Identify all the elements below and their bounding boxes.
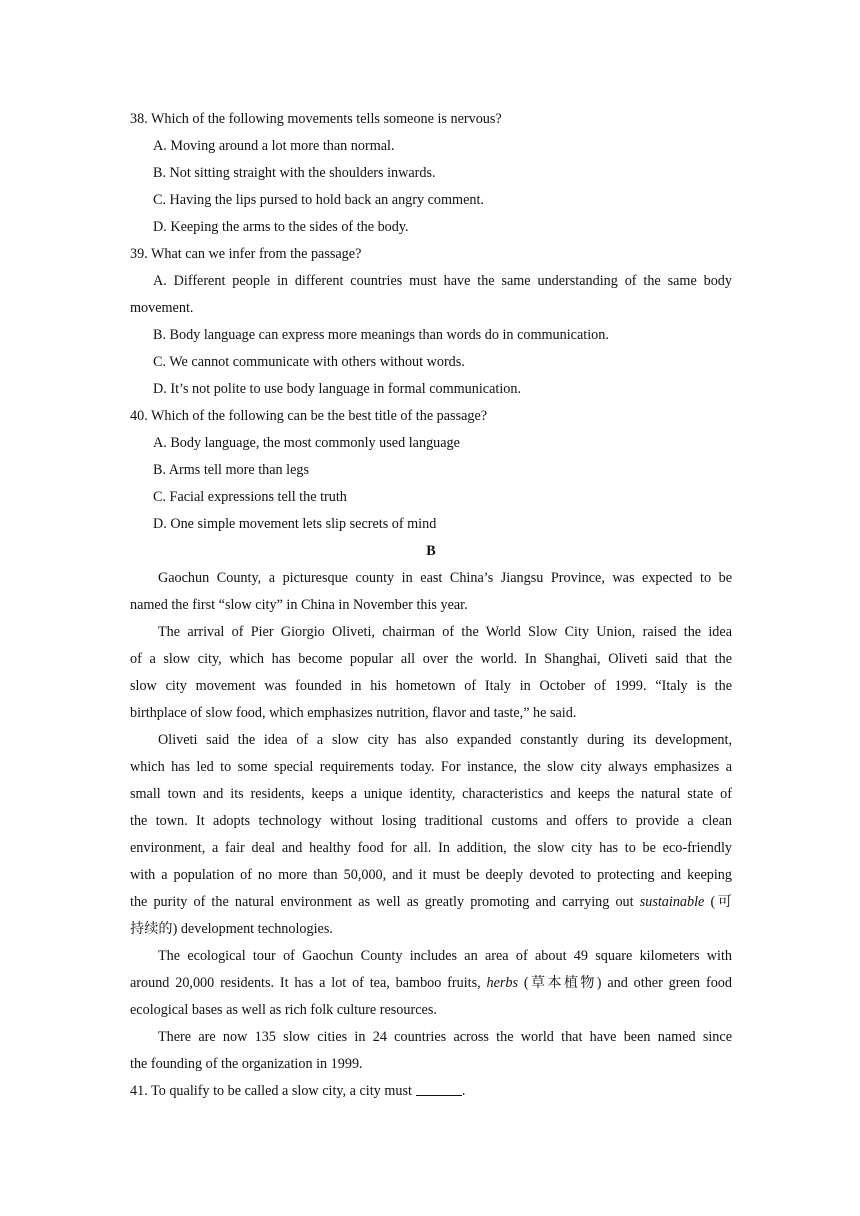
paragraph-3-line-1: Oliveti said the idea of a slow city has also expanded constantly during its development, [158,732,732,748]
question-38-option-c: C. Having the lips pursed to hold back an angry comment. [153,192,484,208]
question-40-option-b: B. Arms tell more than legs [153,462,310,478]
paragraph-4-line-2-gloss: (草本植物) and other green food [518,975,732,991]
paragraph-3-line-7-text: the purity of the natural environment as well as greatly promoting and carrying out [130,894,640,910]
question-41-tail: . [461,1083,466,1099]
paragraph-3-line-5: environment, a fair deal and healthy food for all. In addition, the slow city has to be eco-friendly [130,840,732,856]
paragraph-3-line-3: small town and its residents, keeps a unique identity, characteristics and keeps the natural state of [130,786,732,802]
paragraph-2-line-2: of a slow city, which has become popular all over the world. In Shanghai, Oliveti said that the [130,651,732,667]
paragraph-3-line-8: 持续的) development technologies. [130,921,333,937]
paragraph-3-line-7 [130,889,732,916]
question-39-stem: 39. What can we infer from the passage? [130,246,362,262]
section-heading: B [426,543,436,559]
paragraph-2-line-4: birthplace of slow food, which emphasizes nutrition, flavor and taste,” he said. [130,705,577,721]
paragraph-3-line-7-gloss: (可 [704,894,732,910]
question-41-text: 41. To qualify to be called a slow city, a city must [130,1083,412,1099]
paragraph-2-line-3: slow city movement was founded in his hometown of Italy in October of 1999. “Italy is the [130,678,732,694]
question-39-option-b: B. Body language can express more meanings than words do in communication. [153,327,609,343]
paragraph-4-line-2-text: around 20,000 residents. It has a lot of tea, bamboo fruits, [130,975,487,991]
question-38-option-b: B. Not sitting straight with the shoulders inwards. [153,165,436,181]
paragraph-5-line-2: the founding of the organization in 1999. [130,1056,363,1072]
question-40-stem: 40. Which of the following can be the best title of the passage? [130,408,488,424]
paragraph-4-line-1: The ecological tour of Gaochun County includes an area of about 49 square kilometers with [158,948,732,964]
question-38-option-a: A. Moving around a lot more than normal. [153,138,395,154]
question-41-stem [130,1078,732,1105]
answer-blank[interactable] [416,1083,462,1096]
question-39-option-d: D. It’s not polite to use body language in formal communication. [153,381,522,397]
paragraph-1-line-1: Gaochun County, a picturesque county in east China’s Jiangsu Province, was expected to be [158,570,732,586]
term-herbs: herbs [486,975,519,991]
term-sustainable: sustainable [639,894,705,910]
question-39-option-c: C. We cannot communicate with others without words. [153,354,465,370]
question-40-option-d: D. One simple movement lets slip secrets of mind [153,516,437,532]
exam-page [130,106,732,1105]
question-38-option-d: D. Keeping the arms to the sides of the body. [153,219,409,235]
question-38-stem: 38. Which of the following movements tells someone is nervous? [130,111,502,127]
paragraph-4-line-3: ecological bases as well as rich folk culture resources. [130,1002,437,1018]
paragraph-3-line-2: which has led to some special requirements today. For instance, the slow city always emphasizes a [130,759,732,775]
paragraph-1-line-2: named the first “slow city” in China in November this year. [130,597,468,613]
paragraph-3-line-6: with a population of no more than 50,000, and it must be deeply devoted to protecting and keeping [130,867,732,883]
paragraph-3-line-4: the town. It adopts technology without losing traditional customs and offers to provide a clean [130,813,732,829]
question-39-option-a-line2: movement. [130,300,194,316]
question-40-option-c: C. Facial expressions tell the truth [153,489,347,505]
paragraph-2-line-1: The arrival of Pier Giorgio Oliveti, chairman of the World Slow City Union, raised the idea [158,624,732,640]
question-39-option-a-line1: A. Different people in different countries must have the same understanding of the same body [153,273,732,289]
paragraph-4-line-2 [130,970,732,997]
paragraph-5-line-1: There are now 135 slow cities in 24 countries across the world that have been named since [158,1029,732,1045]
question-40-option-a: A. Body language, the most commonly used language [153,435,460,451]
